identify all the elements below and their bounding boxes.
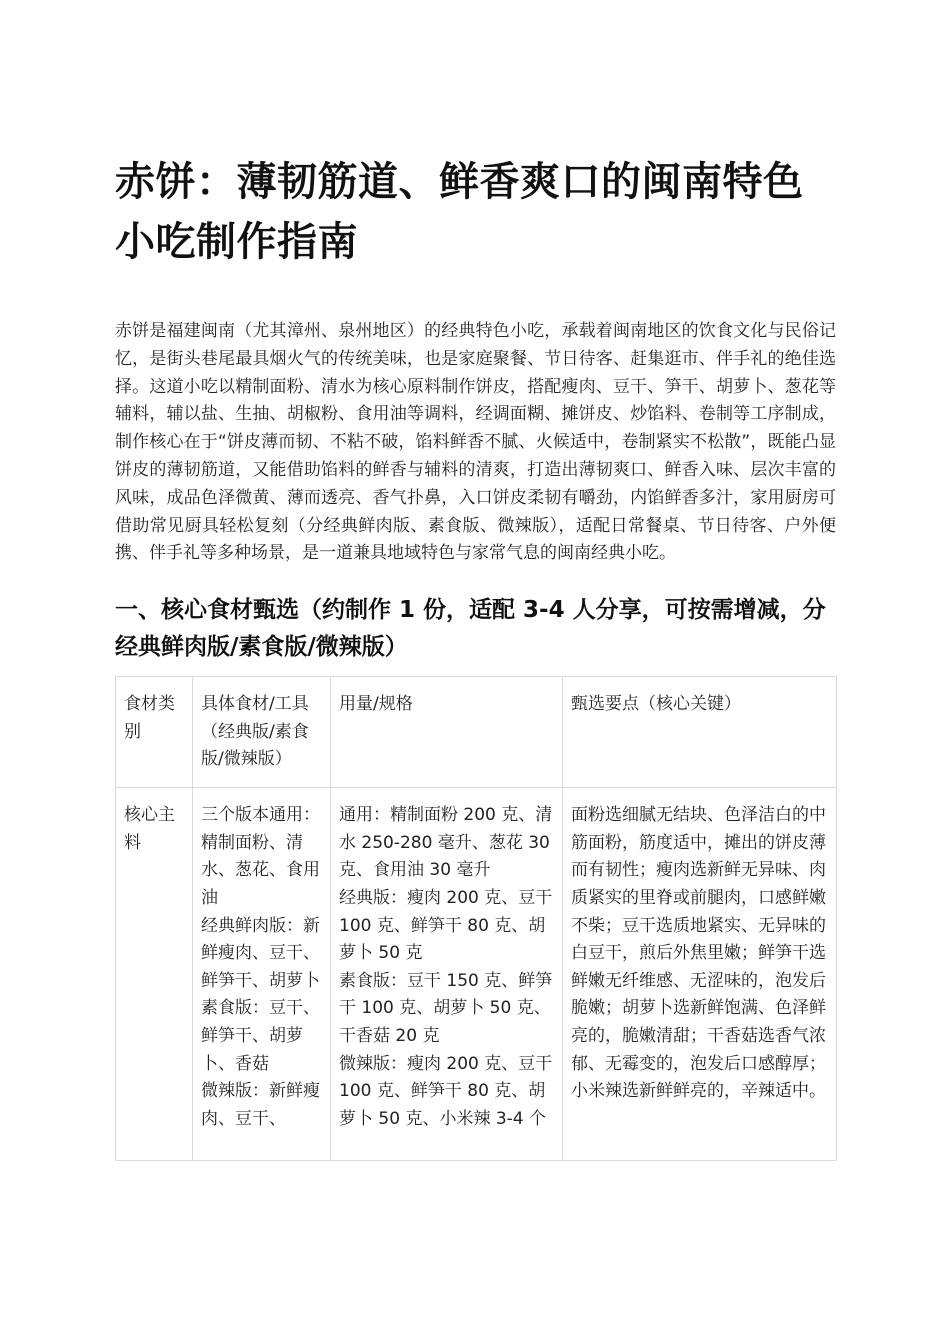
amounts-line: 通用：精制面粉 200 克、清水 250-280 毫升、葱花 30 克、食用油 30 毫升 (339, 805, 553, 881)
header-category: 食材类别 (116, 677, 193, 788)
items-line: 经典鲜肉版：新鲜瘦肉、豆干、鲜笋干、胡萝卜 (201, 915, 320, 991)
cell-category (116, 788, 193, 1161)
items-line: 三个版本通用：精制面粉、清水、葱花、食用油 (201, 805, 320, 908)
amounts-line: 经典版：瘦肉 200 克、豆干 100 克、鲜笋干 80 克、胡萝卜 50 克 (339, 887, 553, 964)
document-page (115, 152, 836, 1161)
section-heading-ingredients: 一、核心食材甄选（约制作 1 份，适配 3-4 人分享，可按需增减，分经典鲜肉版/素食版/微辣版） (115, 597, 826, 661)
table-row (116, 788, 837, 1161)
cell-tips (563, 788, 837, 1161)
ingredients-table (115, 676, 837, 1161)
amounts-line: 微辣版：瘦肉 200 克、豆干 100 克、鲜笋干 80 克、胡萝卜 50 克、小米辣 3-4 个 (339, 1053, 553, 1129)
items-line: 素食版：豆干、鲜笋干、胡萝卜、香菇 (201, 998, 320, 1074)
category-text: 核心主料 (124, 805, 175, 853)
header-items: 具体食材/工具（经典版/素食版/微辣版） (193, 677, 331, 788)
cell-amounts (331, 788, 563, 1161)
intro-paragraph: 赤饼是福建闽南（尤其漳州、泉州地区）的经典特色小吃，承载着闽南地区的饮食文化与民俗记忆，是街头巷尾最具烟火气的传统美味，也是家庭聚餐、节日待客、赶集逛市、伴手礼的绝佳选择。这道小吃以精制面粉、清水为核心原料制作饼皮，搭配瘦肉、豆干、笋干、胡萝卜、葱花等辅料，辅以盐、生抽、胡椒粉、食用油等调料，经调面糊、摊饼皮、炒馅料、卷制等工序制成，制作核心在于“饼皮薄而韧、不粘不破，馅料鲜香不腻、火候适中，卷制紧实不松散”，既能凸显饼皮的薄韧筋道，又能借助馅料的鲜香与辅料的清爽，打造出薄韧爽口、鲜香入味、层次丰富的风味，成品色泽微黄、薄而透亮、香气扑鼻，入口饼皮柔韧有嚼劲，内馅鲜香多汁，家用厨房可借助常见厨具轻松复刻（分经典鲜肉版、素食版、微辣版），适配日常餐桌、节日待客、户外便携、伴手礼等多种场景，是一道兼具地域特色与家常气息的闽南经典小吃。 (115, 321, 836, 564)
amounts-line: 素食版：豆干 150 克、鲜笋干 100 克、胡萝卜 50 克、干香菇 20 克 (339, 970, 553, 1046)
header-tips: 甄选要点（核心关键） (563, 677, 837, 788)
table-header-row (116, 677, 837, 788)
cell-items (193, 788, 331, 1161)
header-amounts: 用量/规格 (331, 677, 563, 788)
items-line: 微辣版：新鲜瘦肉、豆干、 (201, 1081, 320, 1129)
document-title: 赤饼：薄韧筋道、鲜香爽口的闽南特色小吃制作指南 (115, 159, 804, 265)
tips-text: 面粉选细腻无结块、色泽洁白的中筋面粉，筋度适中，摊出的饼皮薄而有韧性；瘦肉选新鲜无异味、肉质紧实的里脊或前腿肉，口感鲜嫩不柴；豆干选质地紧实、无异味的白豆干，煎后外焦里嫩；鲜笋干选鲜嫩无纤维感、无涩味的，泡发后脆嫩；胡萝卜选新鲜饱满、色泽鲜亮的，脆嫩清甜；干香菇选香气浓郁、无霉变的，泡发后口感醇厚；小米辣选新鲜鲜亮的，辛辣适中。 (571, 805, 826, 1102)
